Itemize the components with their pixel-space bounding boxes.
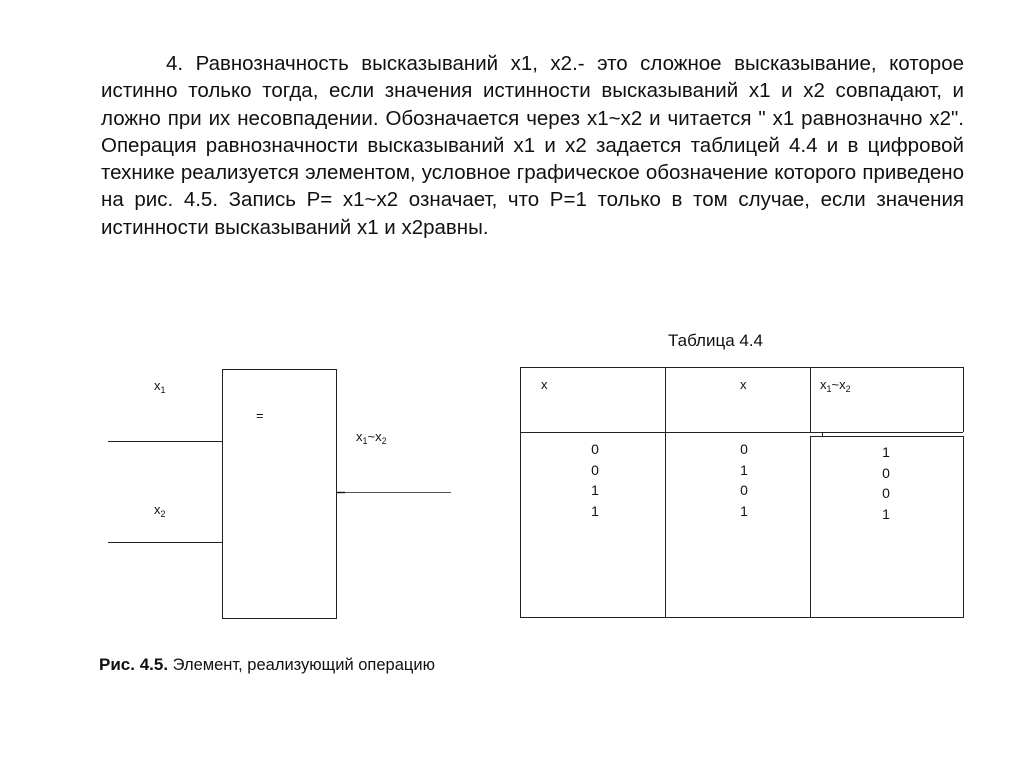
table-column-result	[876, 442, 896, 524]
table-column-x1	[585, 439, 605, 521]
table-caption: Таблица 4.4	[668, 331, 764, 350]
table-header-equivalence: $x_1\sim x_2$	[820, 377, 851, 394]
table-cell: 1	[740, 461, 748, 478]
table-cell: 1	[740, 502, 748, 519]
table-cell: 0	[882, 485, 890, 501]
table-cell: 1	[882, 505, 890, 522]
table-column-x2	[734, 439, 754, 521]
table-cell: 1	[591, 502, 599, 519]
gate-output-label: $x_1\sim x_2$	[356, 429, 387, 446]
table-header-x-2: x	[740, 377, 747, 392]
table-cell: 1	[591, 482, 599, 498]
table-cell: 0	[740, 482, 748, 498]
table-cell: 0	[740, 441, 748, 457]
table-cell: 0	[591, 441, 599, 457]
paragraph-text: 4. Равнозначность высказываний x1, x2.- это сложное высказывание, которое истинно только тогда, если значения истинности высказываний x1 и x2 совпадают, и ложно при их несовпадении. Обозначается через x1~x2 и читается " x1 равнозначно x2". Операция равнозначности высказываний x1 и x2 задается таблицей 4.4 и в цифровой технике реализуется элементом, условное графическое обозначение которого приведено на рис. 4.5. Запись P= x1~x2 означает, что P=1 только в том случае, если значения истинности высказываний x1 и x2равны.	[101, 52, 964, 239]
figure-caption	[99, 655, 435, 675]
figure-caption-text: Элемент, реализующий операцию	[172, 656, 435, 674]
gate-input-1-label: $x_1$	[154, 378, 166, 395]
figure-caption-label: Рис. 4.5.	[99, 655, 169, 674]
table-cell: 0	[882, 464, 890, 481]
gate-box	[223, 370, 337, 619]
gate-input-2-label: $x_2$	[154, 502, 166, 519]
table-cell: 1	[882, 444, 890, 460]
gate-symbol: =	[256, 408, 264, 423]
table-cell: 0	[591, 461, 599, 478]
table-header-x-1: x	[541, 377, 548, 392]
